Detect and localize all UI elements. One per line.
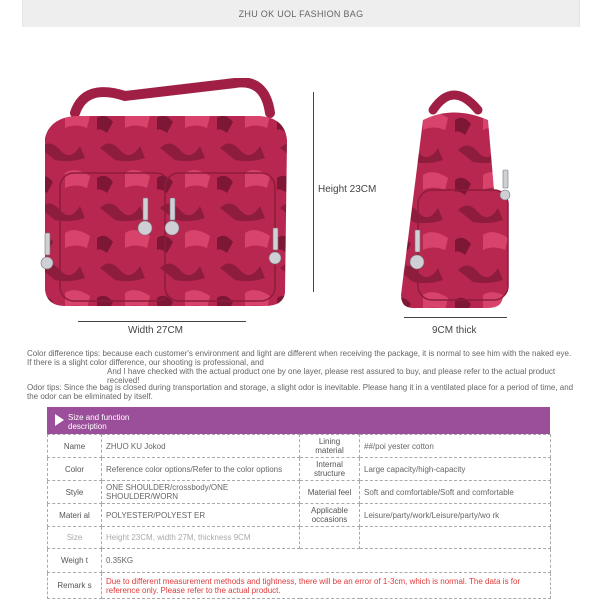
height-guide-line <box>313 92 314 292</box>
weight-value: 0.35KG <box>102 549 551 573</box>
color-tips <box>27 349 575 385</box>
style-label: Style <box>48 481 102 504</box>
table-row <box>48 573 551 599</box>
remarks-label: Remark s <box>48 573 102 599</box>
internal-structure-label: Internal structure <box>300 458 360 481</box>
color-tips-line1: Color difference tips: because each customer's environment and light are different when receiving the package, it is normal to see him with the naked eye. If there is a slight color difference, our shooting is professional, and <box>27 349 572 367</box>
height-label: Height 23CM <box>318 184 377 195</box>
material-feel-label: Material feel <box>300 481 360 504</box>
table-row <box>48 458 551 481</box>
empty-cell <box>360 527 551 549</box>
spec-header-bar <box>47 407 550 434</box>
color-tips-line2: And I have checked with the actual product one by one layer, please rest assured to buy, and please refer to the actual product received! <box>107 367 556 385</box>
bag-front-image <box>35 78 295 310</box>
table-row <box>48 435 551 458</box>
width-label: Width 27CM <box>128 325 184 336</box>
lining-value: ##/poi yester cotton <box>360 435 551 458</box>
thickness-guide-line <box>404 317 507 318</box>
remarks-value: Due to different measurement methods and tightness, there will be an error of 1-3cm, which is normal. The data is for reference only. Please refer to the actual product. <box>102 573 551 599</box>
table-row <box>48 481 551 504</box>
weight-label: Weigh t <box>48 549 102 573</box>
empty-cell <box>300 527 360 549</box>
color-value: Reference color options/Refer to the color options <box>102 458 300 481</box>
spec-header-title: Size and function description <box>68 413 130 431</box>
material-feel-value: Soft and comfortable/Soft and comfortable <box>360 481 551 504</box>
occasions-value: Leisure/party/work/Leisure/party/wo rk <box>360 504 551 527</box>
width-guide-line <box>78 321 246 322</box>
thickness-label: 9CM thick <box>432 325 477 336</box>
page-title: ZHU OK UOL FASHION BAG <box>238 8 364 19</box>
occasions-label: Applicable occasions <box>300 504 360 527</box>
size-label: Size <box>48 527 102 549</box>
play-arrow-icon <box>55 414 64 426</box>
color-label: Color <box>48 458 102 481</box>
table-row <box>48 549 551 573</box>
spec-table <box>47 434 551 599</box>
table-row <box>48 504 551 527</box>
style-value: ONE SHOULDER/crossbody/ONE SHOULDER/WORN <box>102 481 300 504</box>
internal-structure-value: Large capacity/high-capacity <box>360 458 551 481</box>
name-value: ZHUO KU Jokod <box>102 435 300 458</box>
bag-side-image <box>393 80 523 312</box>
size-value: Height 23CM, width 27M, thickness 9CM <box>102 527 300 549</box>
table-row <box>48 527 551 549</box>
lining-label: Lining material <box>300 435 360 458</box>
name-label: Name <box>48 435 102 458</box>
odor-tips: Odor tips: Since the bag is closed during transportation and storage, a slight odor is inevitable. Please hang it in a ventilated place for a period of time, and the odor can be eliminated by itself. <box>27 383 574 401</box>
material-value: POLYESTER/POLYEST ER <box>102 504 300 527</box>
page-title-banner <box>22 0 580 27</box>
material-label: Materi al <box>48 504 102 527</box>
